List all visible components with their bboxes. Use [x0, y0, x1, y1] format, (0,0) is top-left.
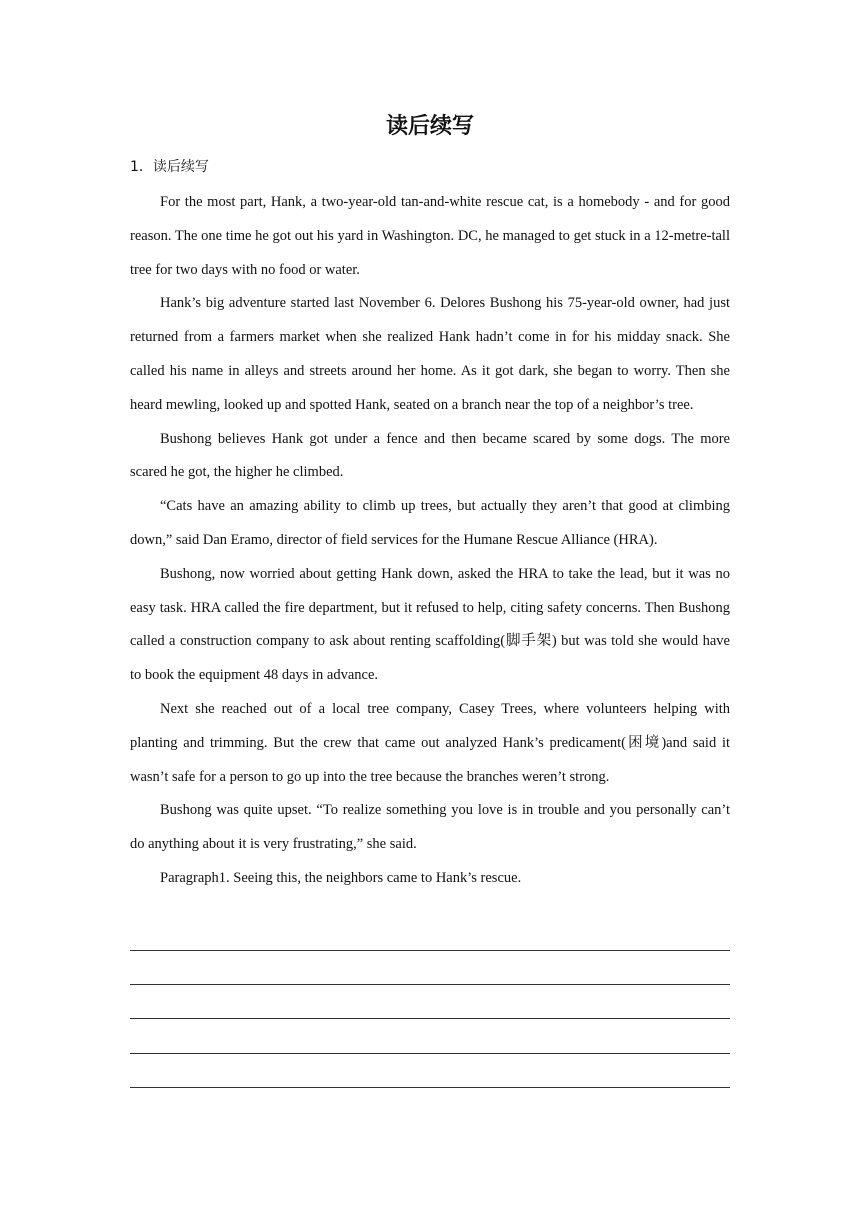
answer-lines — [130, 950, 730, 1121]
passage-paragraph: Hank’s big adventure started last November 6. Delores Bushong his 75-year-old owner, had just returned from a farmers market when she realized Hank hadn’t come in for his midday snack. She called his name in alleys and streets around her home. As it got dark, she began to worry. Then she heard mewling, looked up and spotted Hank, seated on a branch near the top of a neighbor’s tree. — [130, 295, 730, 413]
answer-line[interactable] — [130, 984, 730, 985]
passage-paragraph: Bushong, now worried about getting Hank down, asked the HRA to take the lead, but it was no easy task. HRA called the fire department, but it refused to help, citing safety concerns. Then Bushong called a construction company to ask about renting scaffolding(脚手架) but was told she would have to book the equipment 48 days in advance. — [130, 565, 730, 684]
answer-line[interactable] — [130, 1018, 730, 1019]
page-title: 读后续写 — [385, 114, 474, 139]
answer-line[interactable] — [130, 950, 730, 951]
question-label: 1．读后续写 — [130, 159, 209, 175]
passage-paragraph: Bushong was quite upset. “To realize something you love is in trouble and you personally can’t do anything about it is very frustrating,” she said. — [130, 802, 730, 853]
continuation-prompt: Paragraph1. Seeing this, the neighbors came to Hank’s rescue. — [160, 869, 522, 886]
answer-line[interactable] — [130, 1053, 730, 1054]
passage-paragraph: For the most part, Hank, a two-year-old tan-and-white rescue cat, is a homebody - and for good reason. The one time he got out his yard in Washington. DC, he managed to get stuck in a 12-metre-tall tree for two days with no food or water. — [130, 194, 730, 278]
reading-passage — [130, 186, 730, 896]
passage-paragraph: Next she reached out of a local tree company, Casey Trees, where volunteers helping with planting and trimming. But the crew that came out analyzed Hank’s predicament(困境)and said it wasn’t safe for a person to go up into the tree because the branches weren’t strong. — [130, 700, 730, 785]
passage-paragraph: “Cats have an amazing ability to climb up trees, but actually they aren’t that good at climbing down,” said Dan Eramo, director of field services for the Humane Rescue Alliance (HRA). — [130, 498, 730, 548]
answer-line[interactable] — [130, 1087, 730, 1088]
passage-paragraph: Bushong believes Hank got under a fence and then became scared by some dogs. The more scared he got, the higher he climbed. — [130, 430, 730, 481]
